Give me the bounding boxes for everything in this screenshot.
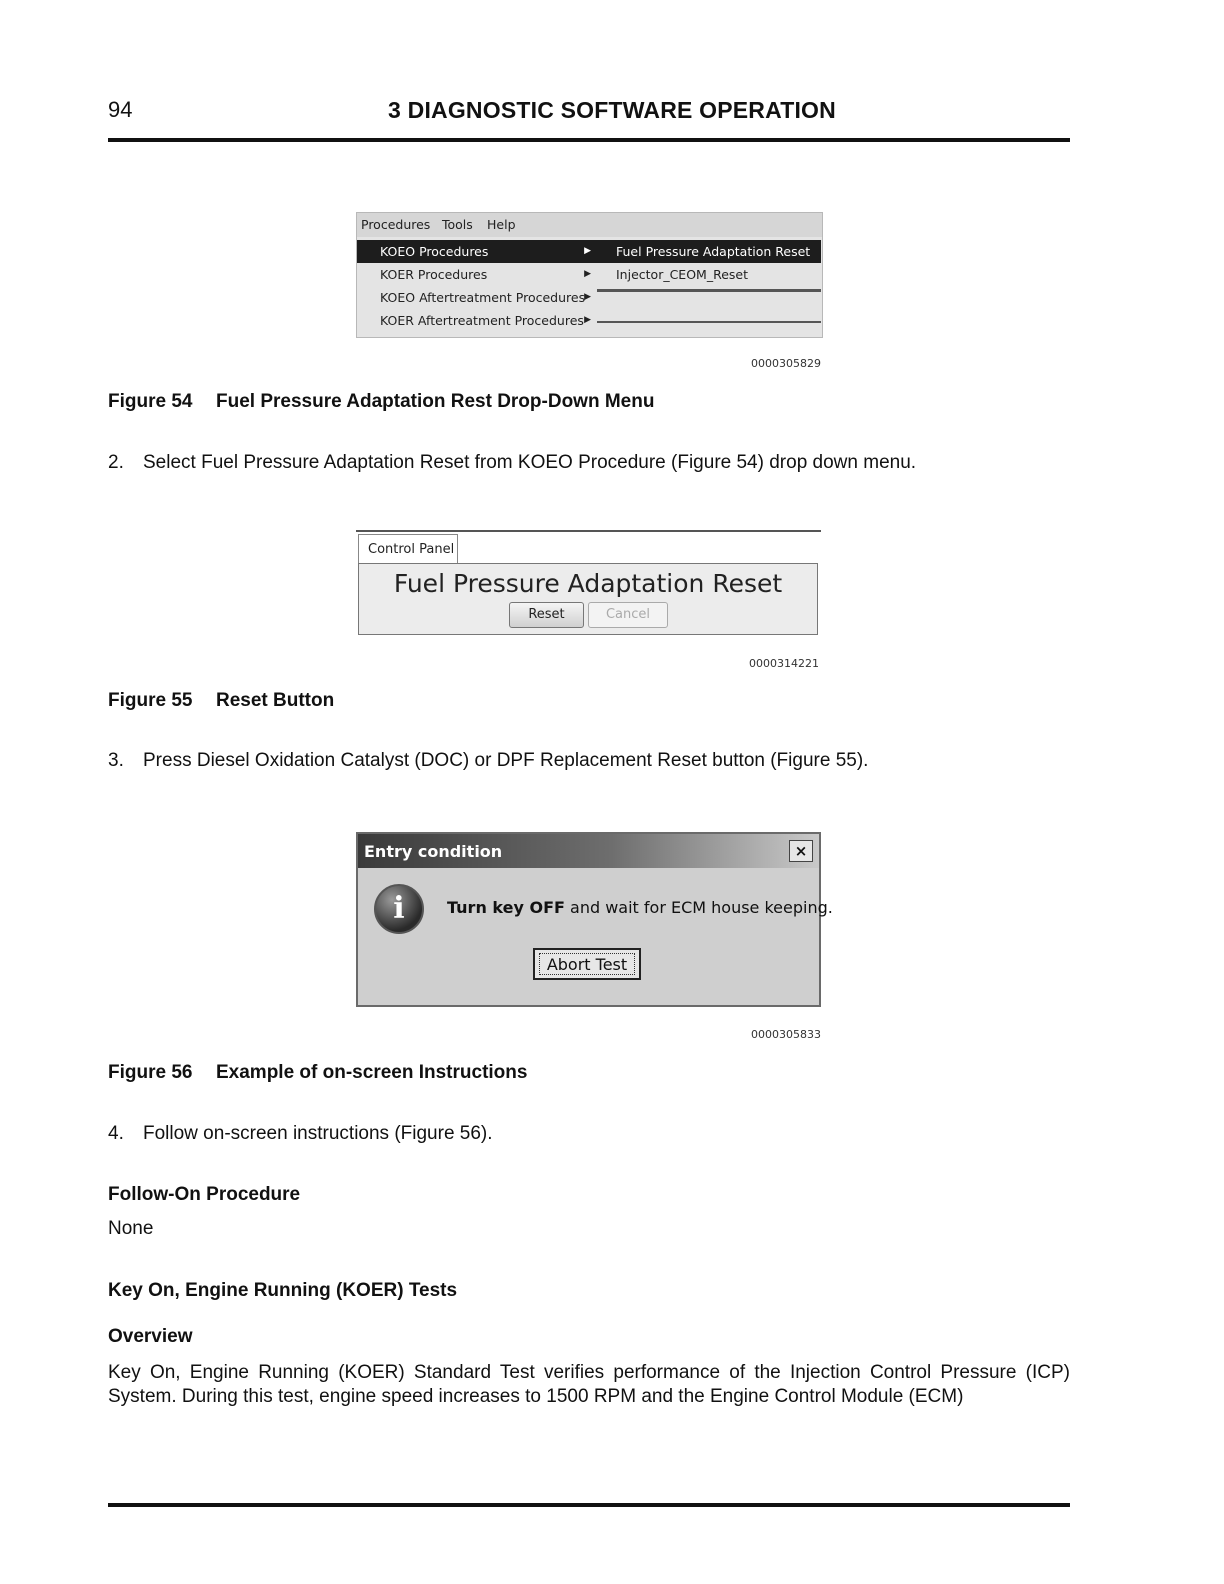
panel-top-border	[356, 530, 821, 532]
menu-item-label: KOEO Procedures	[380, 244, 489, 259]
dialog-title-bar	[358, 834, 819, 868]
reset-button[interactable]: Reset	[509, 602, 584, 628]
step-text: Follow on-screen instructions (Figure 56).	[143, 1123, 493, 1144]
step-2	[108, 452, 916, 474]
overview-paragraph: Key On, Engine Running (KOER) Standard Test verifies performance of the Injection Control Pressure (ICP) System. During this test, engine speed increases to 1500 RPM and the Engine Control Module (ECM)	[108, 1362, 1070, 1407]
step-text: Select Fuel Pressure Adaptation Reset from KOEO Procedure (Figure 54) drop down menu.	[143, 452, 917, 473]
menu-procedures[interactable]: Procedures	[361, 217, 431, 232]
abort-test-button[interactable]	[533, 948, 641, 980]
dialog-title: Entry condition	[364, 842, 503, 861]
message-rest: and wait for ECM house keeping.	[564, 898, 833, 917]
submenu-injector-ceom-reset[interactable]: Injector_CEOM_Reset	[616, 267, 749, 282]
step-4	[108, 1123, 493, 1145]
figure-55-id: 0000314221	[749, 657, 819, 670]
submenu-divider	[597, 321, 821, 323]
dialog-message	[447, 898, 833, 917]
figure-54-id: 0000305829	[751, 357, 821, 370]
step-number: 4.	[108, 1123, 124, 1144]
footer-rule	[108, 1503, 1070, 1507]
menu-item-label: KOEO Aftertreatment Procedures	[380, 290, 586, 305]
figure-54-menu-screenshot	[356, 212, 823, 338]
panel-title: Fuel Pressure Adaptation Reset	[393, 569, 783, 598]
button-label: Abort Test	[539, 953, 635, 975]
submenu-arrow-icon: ▶	[584, 292, 591, 302]
menu-item-label: KOER Procedures	[380, 267, 488, 282]
menu-help[interactable]: Help	[487, 217, 516, 232]
follow-on-heading: Follow-On Procedure	[108, 1184, 301, 1205]
figure-55-caption	[108, 690, 334, 712]
submenu-fuel-pressure-adaptation-reset[interactable]: Fuel Pressure Adaptation Reset	[595, 240, 821, 263]
figure-55-control-panel-screenshot	[356, 530, 821, 638]
control-panel	[358, 563, 818, 635]
follow-on-text: None	[108, 1218, 154, 1239]
figure-56-caption	[108, 1062, 527, 1084]
step-number: 3.	[108, 750, 124, 771]
step-number: 2.	[108, 452, 124, 473]
figure-54-caption	[108, 391, 654, 413]
menu-tools[interactable]: Tools	[442, 217, 473, 232]
caption-text: Example of on-screen Instructions	[216, 1062, 528, 1083]
step-3	[108, 750, 868, 772]
caption-text: Reset Button	[216, 690, 335, 711]
message-bold: Turn key OFF	[447, 898, 565, 917]
header-rule	[108, 138, 1070, 142]
caption-number: Figure 54	[108, 391, 193, 412]
close-icon[interactable]: ×	[789, 840, 813, 862]
menu-bar	[357, 213, 822, 237]
tab-control-panel[interactable]	[358, 534, 458, 565]
step-text: Press Diesel Oxidation Catalyst (DOC) or DPF Replacement Reset button (Figure 55).	[143, 750, 869, 771]
menu-item-label: KOER Aftertreatment Procedures	[380, 313, 584, 328]
submenu-divider	[597, 289, 821, 292]
submenu-arrow-icon: ▶	[584, 246, 591, 256]
chapter-title: 3 DIAGNOSTIC SOFTWARE OPERATION	[388, 97, 836, 123]
menu-item-koer-aftertreatment[interactable]	[357, 309, 597, 332]
menu-item-koeo-procedures[interactable]	[357, 240, 597, 263]
info-icon: i	[374, 884, 424, 934]
caption-text: Fuel Pressure Adaptation Rest Drop-Down Menu	[216, 391, 655, 412]
figure-56-dialog-screenshot	[356, 832, 833, 1007]
menu-item-koeo-aftertreatment[interactable]	[357, 286, 597, 309]
koer-heading: Key On, Engine Running (KOER) Tests	[108, 1280, 458, 1301]
submenu-arrow-icon: ▶	[584, 315, 591, 325]
figure-56-id: 0000305833	[751, 1028, 821, 1041]
tab-label: Control Panel	[368, 542, 455, 557]
overview-heading: Overview	[108, 1326, 193, 1347]
cancel-button[interactable]: Cancel	[588, 602, 668, 628]
submenu-arrow-icon: ▶	[584, 269, 591, 279]
caption-number: Figure 55	[108, 690, 193, 711]
menu-item-koer-procedures[interactable]	[357, 263, 597, 286]
page-number: 94	[108, 97, 133, 122]
caption-number: Figure 56	[108, 1062, 193, 1083]
